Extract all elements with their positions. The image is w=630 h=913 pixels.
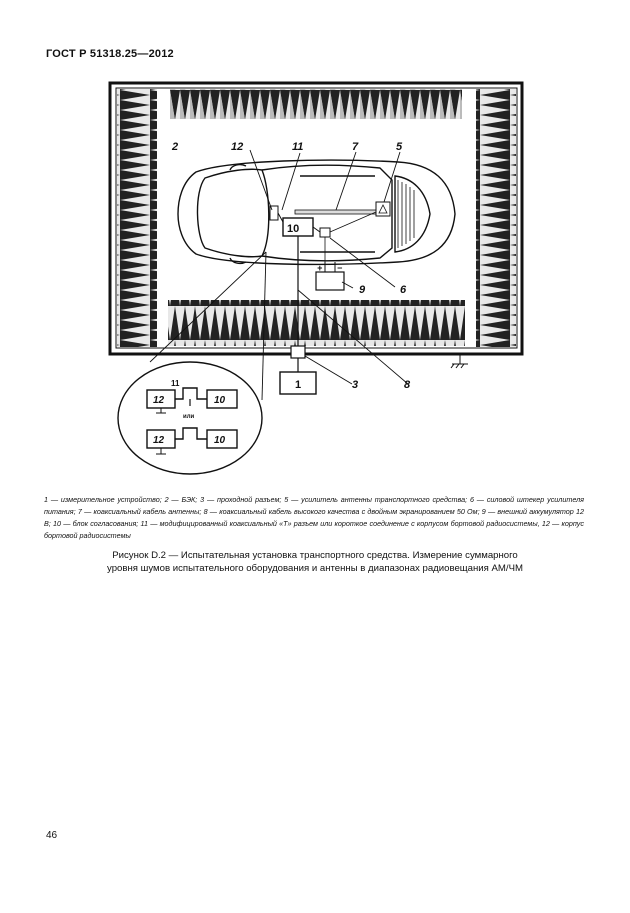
feedthrough-3 xyxy=(291,346,305,358)
amplifier-5 xyxy=(376,202,390,216)
inset-label-10b: 10 xyxy=(214,435,226,446)
label-6: 6 xyxy=(400,284,407,296)
label-10: 10 xyxy=(287,223,300,235)
label-8: 8 xyxy=(404,379,411,391)
label-5: 5 xyxy=(396,141,403,153)
battery-9 xyxy=(316,272,344,290)
label-2: 2 xyxy=(172,141,179,153)
label-9: 9 xyxy=(359,284,366,296)
cable-7 xyxy=(295,210,381,214)
absorber-right xyxy=(476,89,516,347)
caption-line-1: Рисунок D.2 — Испытательная установка транспортного средства. Измерение суммарного xyxy=(112,550,518,561)
label-1: 1 xyxy=(295,379,302,391)
label-11: 11 xyxy=(292,141,304,153)
absorber-bottom xyxy=(168,300,465,346)
label-3: 3 xyxy=(352,379,359,391)
figure-caption xyxy=(60,549,570,575)
page-number: 46 xyxy=(46,830,58,841)
absorber-top xyxy=(170,89,462,119)
inset-label-12b: 12 xyxy=(153,435,165,446)
plus-sign: + xyxy=(317,263,323,273)
document-header: ГОСТ Р 51318.25—2012 xyxy=(46,48,174,60)
caption-line-2: уровня шумов испытательного оборудования и антенны в диапазонах радиовещания АМ/ЧМ xyxy=(107,563,523,574)
ground-icon xyxy=(451,354,468,368)
absorber-left xyxy=(117,89,157,347)
minus-sign: − xyxy=(337,263,343,273)
label-12: 12 xyxy=(231,141,244,153)
inset-label-11: 11 xyxy=(171,379,180,388)
inset-or: или xyxy=(183,414,195,420)
inset-label-12a: 12 xyxy=(153,395,165,406)
figure-legend: 1 — измерительное устройство; 2 — БЭК; 3 — проходной разъем; 5 — усилитель антенны транспортного средства; 6 — силовой штекер усилителя питания; 7 — коаксиальный кабель антенны; 8 — коаксиальный кабель высокого качества с двойным экранированием 50 Ом; 9 — внешний аккумулятор 12 В; 10 — блок согласования; 11 — модифицированный коаксиальный «Т» разъем или короткое соединение с корпусом бортовой радиосистемы, 12 — корпус бортовой радиосистемы xyxy=(44,495,584,540)
connector-6 xyxy=(320,228,330,237)
inset-label-10a: 10 xyxy=(214,395,226,406)
label-7: 7 xyxy=(352,141,359,153)
